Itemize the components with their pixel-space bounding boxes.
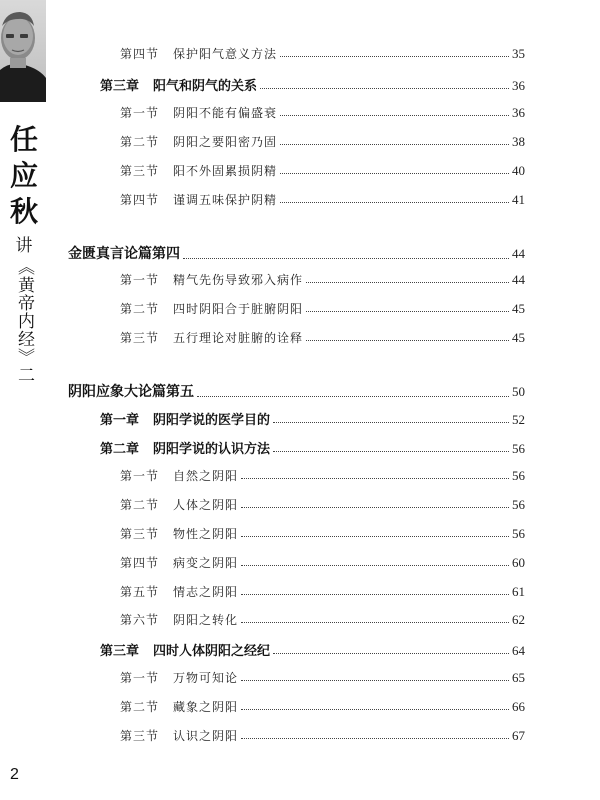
toc-dot-leader [241,477,509,479]
toc-entry-page: 67 [512,728,525,743]
toc-entry-section[interactable] [120,329,525,347]
toc-entry-part[interactable] [68,381,525,403]
toc-entry-page: 45 [512,330,525,345]
toc-entry-title: 谨调五味保护阴精 [173,193,278,207]
toc-entry-label [120,329,303,346]
toc-entry-number: 第四节 [120,556,160,570]
toc-entry-title: 病变之阴阳 [173,556,239,570]
toc-entry-title: 保护阳气意义方法 [173,47,278,61]
toc-entry-section[interactable] [120,104,525,122]
toc-dot-leader [273,450,509,452]
toc-entry-number: 第三节 [120,729,160,743]
toc-entry-title: 藏象之阴阳 [173,700,239,714]
toc-entry-page: 44 [512,272,525,287]
toc-entry-label [120,554,238,571]
toc-entry-title: 情志之阴阳 [173,585,239,599]
toc-dot-leader [306,310,509,312]
toc-dot-leader [241,593,509,595]
toc-entry-number: 第一章 [100,413,140,428]
toc-entry-number: 第二节 [120,700,160,714]
toc-entry-chapter[interactable] [100,640,525,660]
toc-entry-number: 第二节 [120,135,160,149]
toc-entry-label [120,669,238,686]
toc-entry-page: 64 [512,643,525,658]
toc-entry-title: 物性之阴阳 [173,527,239,541]
subtitle-book-title: 《黄帝内经》二 [14,258,34,384]
toc-entry-section[interactable] [120,496,525,514]
toc-entry-label [120,583,238,600]
toc-entry-page: 40 [512,163,525,178]
toc-entry-section[interactable] [120,45,525,63]
toc-entry-label [120,496,238,513]
toc-entry-title: 阴阳不能有偏盛衰 [173,106,278,120]
toc-dot-leader [260,87,509,89]
toc-entry-chapter[interactable] [100,75,525,95]
toc-entry-title: 阴阳学说的认识方法 [153,442,271,457]
toc-dot-leader [241,506,509,508]
toc-entry-number: 第三节 [120,331,160,345]
toc-entry-section[interactable] [120,467,525,485]
toc-entry-label [120,191,277,208]
toc-entry-section[interactable] [120,300,525,318]
toc-entry-title: 五行理论对脏腑的诠释 [173,331,304,345]
toc-dot-leader [280,143,509,145]
toc-entry-title: 阴阳之要阳密乃固 [173,135,278,149]
toc-entry-section[interactable] [120,611,525,629]
subtitle-jiang: 讲 [15,236,33,256]
toc-dot-leader [280,172,509,174]
toc-dot-leader [241,679,509,681]
toc-dot-leader [280,201,509,203]
toc-entry-label [100,640,270,659]
toc-entry-title: 阳不外固累损阴精 [173,164,278,178]
toc-dot-leader [273,421,509,423]
toc-entry-title: 人体之阴阳 [173,498,239,512]
toc-dot-leader [241,535,509,537]
toc-entry-page: 56 [512,497,525,512]
toc-entry-page: 35 [512,46,525,61]
toc-entry-page: 50 [512,384,525,399]
toc-entry-label [120,698,238,715]
toc-entry-number: 第一节 [120,671,160,685]
toc-entry-title: 阴阳学说的医学目的 [153,413,271,428]
toc-entry-number: 第二节 [120,498,160,512]
toc-entry-section[interactable] [120,583,525,601]
toc-dot-leader [280,114,509,116]
toc-entry-page: 45 [512,301,525,316]
toc-entry-number: 第二节 [120,302,160,316]
author-name-char-3: 秋 [9,195,38,228]
toc-entry-label [100,75,257,94]
toc-entry-page: 41 [512,192,525,207]
toc-entry-label [120,45,277,62]
toc-entry-number: 第五节 [120,585,160,599]
toc-entry-section[interactable] [120,554,525,572]
toc-entry-page: 60 [512,555,525,570]
toc-entry-section[interactable] [120,133,525,151]
toc-entry-title: 阳气和阴气的关系 [153,79,258,94]
toc-entry-page: 56 [512,468,525,483]
toc-dot-leader [280,55,509,57]
toc-entry-page: 56 [512,441,525,456]
toc-dot-leader [241,564,509,566]
toc-dot-leader [241,737,509,739]
toc-entry-section[interactable] [120,162,525,180]
toc-entry-section[interactable] [120,271,525,289]
toc-entry-page: 62 [512,612,525,627]
toc-dot-leader [197,395,509,397]
toc-entry-number: 第三章 [100,644,140,659]
toc-entry-number: 第三节 [120,527,160,541]
toc-entry-number: 第三章 [100,79,140,94]
author-name-char-2: 应 [9,159,38,192]
toc-entry-chapter[interactable] [100,438,525,458]
toc-entry-section[interactable] [120,669,525,687]
toc-entry-number: 第二章 [100,442,140,457]
toc-entry-label [120,525,238,542]
toc-dot-leader [241,708,509,710]
toc-entry-title: 四时人体阴阳之经纪 [153,644,271,659]
toc-entry-label [120,611,238,628]
toc-entry-label [120,162,277,179]
toc-entry-number: 第一节 [120,469,160,483]
toc-dot-leader [183,257,509,259]
page-number: 2 [10,766,19,783]
toc-entry-label [120,133,277,150]
toc-entry-section[interactable] [120,727,525,745]
toc-entry-page: 52 [512,412,525,427]
toc-entry-number: 第六节 [120,613,160,627]
toc-entry-page: 66 [512,699,525,714]
toc-entry-part[interactable] [68,243,525,265]
toc-entry-label [120,300,303,317]
toc-entry-page: 56 [512,526,525,541]
toc-entry-chapter[interactable] [100,409,525,429]
toc-entry-title: 阴阳应象大论篇第五 [68,384,194,400]
toc-entry-title: 金匮真言论篇第四 [68,246,180,262]
toc-entry-number: 第一节 [120,273,160,287]
toc-entry-title: 认识之阴阳 [173,729,239,743]
toc-entry-label [100,409,270,428]
toc-dot-leader [306,339,509,341]
toc-entry-page: 65 [512,670,525,685]
toc-entry-number: 第四节 [120,193,160,207]
toc-entry-title: 阴阳之转化 [173,613,239,627]
toc-entry-label [120,271,303,288]
toc-entry-label [120,467,238,484]
toc-entry-number: 第四节 [120,47,160,61]
toc-entry-title: 四时阴阳合于脏腑阴阳 [173,302,304,316]
toc-entry-number: 第三节 [120,164,160,178]
toc-entry-label [68,381,194,401]
author-name-char-1: 任 [9,123,38,156]
toc-dot-leader [306,281,509,283]
toc-dot-leader [241,621,509,623]
toc-entry-page: 61 [512,584,525,599]
toc-entry-number: 第一节 [120,106,160,120]
toc-entry-title: 万物可知论 [173,671,239,685]
toc-entry-page: 36 [512,105,525,120]
toc-entry-label [120,104,277,121]
toc-entry-title: 自然之阴阳 [173,469,239,483]
toc-entry-page: 36 [512,78,525,93]
toc-entry-section[interactable] [120,698,525,716]
toc-entry-title: 精气先伤导致邪入病作 [173,273,304,287]
toc-entry-page: 44 [512,246,525,261]
toc-entry-section[interactable] [120,525,525,543]
toc-entry-section[interactable] [120,191,525,209]
toc-entry-label [120,727,238,744]
toc-entry-label [100,438,270,457]
toc-entry-page: 38 [512,134,525,149]
toc-entry-label [68,243,180,263]
toc-dot-leader [273,652,509,654]
